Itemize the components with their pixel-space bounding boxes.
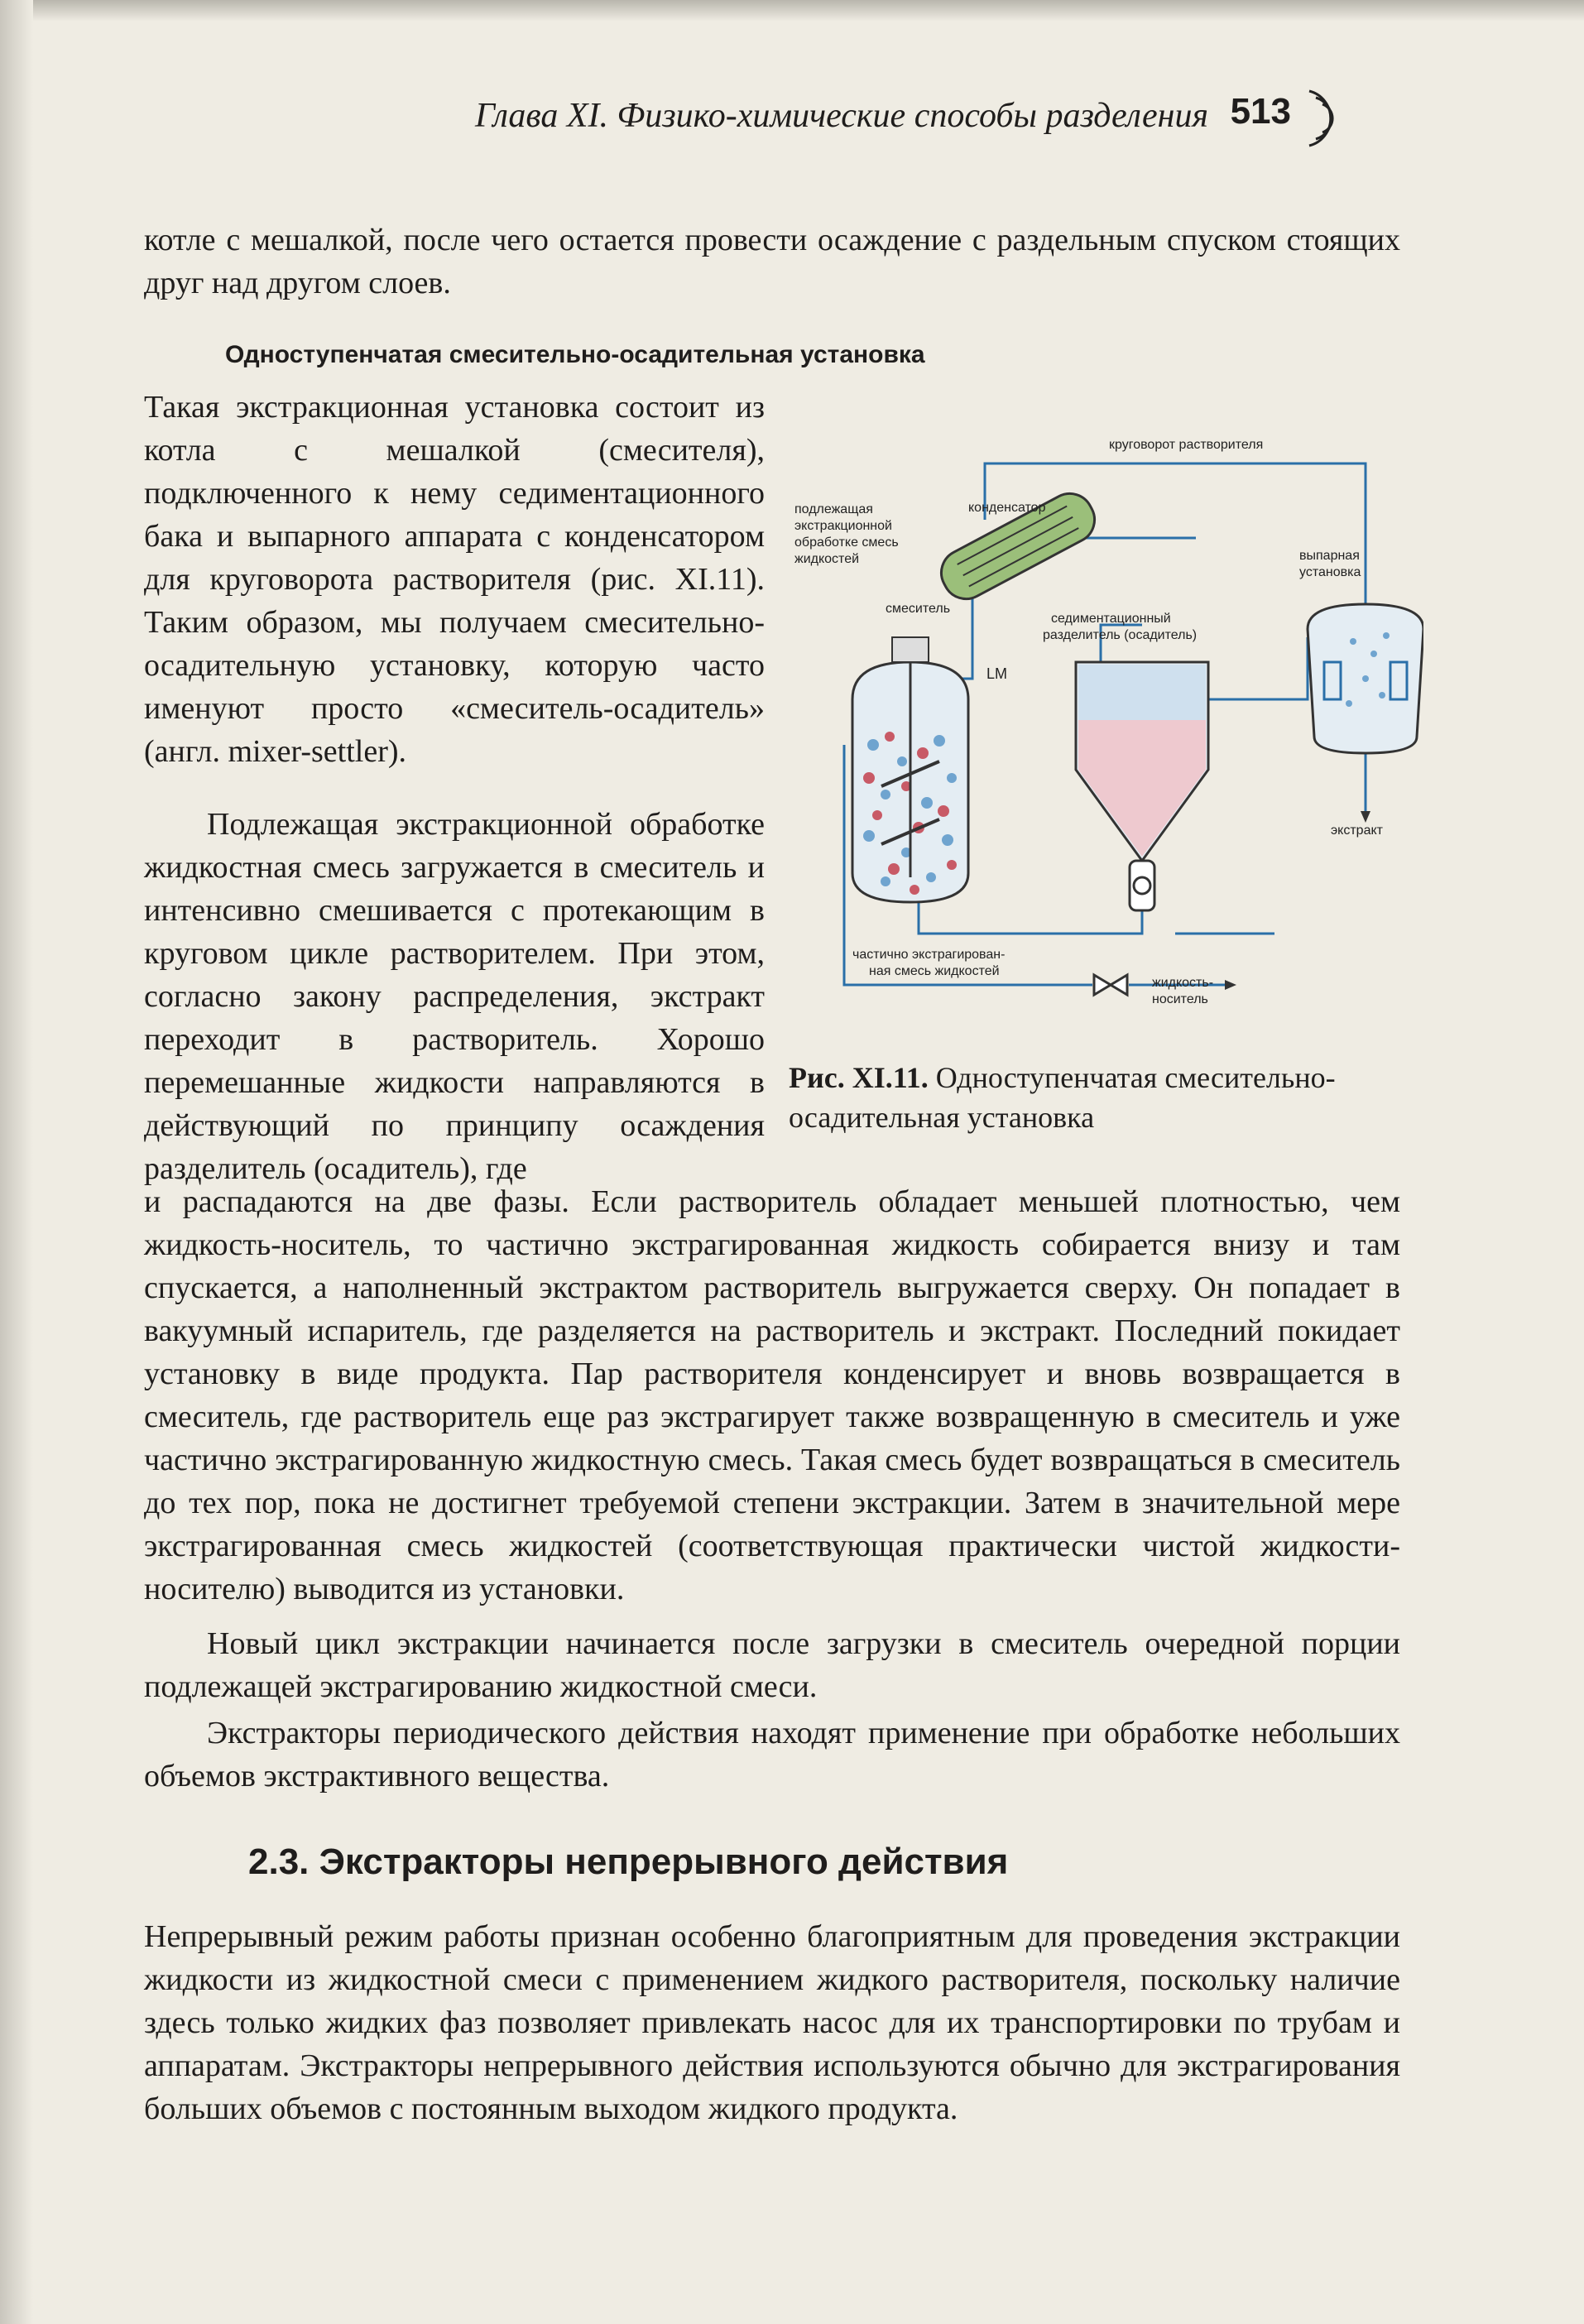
figure-caption <box>789 1058 1418 1137</box>
evaporator-vessel <box>1308 604 1423 753</box>
label-feed-4: жидкостей <box>794 552 860 566</box>
subheading: Одноступенчатая смесительно-осадительная установка <box>225 341 925 368</box>
label-feed-2: экстракционной <box>794 519 892 533</box>
caption-number: Рис. XI.11. <box>789 1061 929 1094</box>
pump-icon <box>1130 861 1154 910</box>
label-partial-1: частично экстрагирован- <box>852 948 1006 962</box>
caption-text: Одноступенчатая смесительно-осадительная установка <box>789 1061 1336 1134</box>
section-title: 2.3. Экстракторы непрерывного действия <box>248 1841 1009 1882</box>
paragraph-intro: котле с мешалкой, после чего остается провести осаждение с раздельным спуском стоящих друг над другом слоев. <box>144 223 1400 300</box>
mixer-vessel <box>852 637 968 902</box>
label-evaporator-2: установка <box>1299 565 1361 579</box>
label-settler-2: разделитель (осадитель) <box>1043 628 1198 642</box>
label-lm: LM <box>986 665 1008 682</box>
paragraph-process-start: Подлежащая экстракционной обработке жидкостная смесь загружается в смеситель и интенсивно смешивается с протекающим в круговом цикле растворителем. При этом, согласно закону распределения, экстракт переходит в растворитель. Хорошо перемешанные жидкости направляются в действующий по принципу осаждения разделитель (осадитель), где <box>144 807 765 1186</box>
paragraph-installation: Такая экстракционная установка состоит из котла с мешалкой (смесителя), подключенного к нему седиментационного бака и выпарного аппарата с конденсатором для круговорота растворителя (рис. XI.11). Таким образом, мы получаем смесительно-осадительную установку, которую часто именуют просто «смеситель-осадитель» (англ. mixer-settler). <box>144 390 765 769</box>
page-number: 513 <box>1230 91 1291 132</box>
label-mixer: смеситель <box>886 602 951 616</box>
scan-top-edge <box>0 0 1584 22</box>
label-partial-2: ная смесь жидкостей <box>869 964 1000 978</box>
flow-arrows <box>1225 811 1370 990</box>
figure-mixer-settler <box>794 414 1423 1026</box>
label-feed-1: подлежащая <box>794 502 873 516</box>
paragraph-periodic: Экстракторы периодического действия находят применение при обработке небольших объемов экстрактивного вещества. <box>144 1716 1400 1793</box>
page-gutter-shade <box>0 0 33 2324</box>
valve-icon <box>1094 975 1127 995</box>
paragraph-continuous: Непрерывный режим работы признан особенно благоприятным для проведения экстракции жидкости из жидкостной смеси с применением жидкого растворителя, поскольку наличие здесь только жидких фаз позволяет привлекать насос для их транспортировки по трубам и аппаратам. Экстракторы непрерывного действия используются обычно для экстрагирования больших объемов с постоянным выходом жидкого продукта. <box>144 1919 1400 2126</box>
label-settler-1: седиментационный <box>1051 612 1171 626</box>
paragraph-new-cycle: Новый цикл экстракции начинается после загрузки в смеситель очередной порции подлежащей экстрагированию жидкостной смеси. <box>144 1626 1400 1704</box>
label-feed-3: обработке смесь <box>794 535 899 550</box>
paragraph-phase-separation: и распадаются на две фазы. Если растворитель обладает меньшей плотностью, чем жидкость-носитель, то частично экстрагированная жидкость собирается внизу и там спускается, а наполненный экстрактом растворитель выгружается сверху. Он попадает в вакуумный испаритель, где разделяется на растворитель и экстракт. Последний покидает установку в виде продукта. Пар растворителя конденсирует и вновь возвращается в смеситель, где растворитель еще раз экстрагирует также возвращенную в смеситель и уже частично экстрагированную жидкостную смесь. Такая смесь будет возвращаться в смеситель до тех пор, пока не достигнет требуемой степени экстракции. Затем в значительной мере экстрагированная смесь жидкостей (соответствующая практически чистой жидкости-носителю) выводится из установки. <box>144 1184 1400 1606</box>
label-extract: экстракт <box>1331 823 1383 838</box>
label-evaporator-1: выпарная <box>1299 549 1360 563</box>
settler-vessel <box>1076 662 1208 861</box>
mixer-settler-diagram <box>794 414 1423 1026</box>
running-head: Глава XI. Физико-химические способы разделения <box>474 97 1208 135</box>
page-number-ornament-icon <box>1303 81 1352 156</box>
label-carrier-2: носитель <box>1152 992 1208 1006</box>
label-condenser: конденсатор <box>968 501 1046 515</box>
page-header <box>463 91 1399 149</box>
label-solvent-loop: круговорот растворителя <box>1109 438 1264 452</box>
label-carrier-1: жидкость- <box>1152 976 1214 990</box>
